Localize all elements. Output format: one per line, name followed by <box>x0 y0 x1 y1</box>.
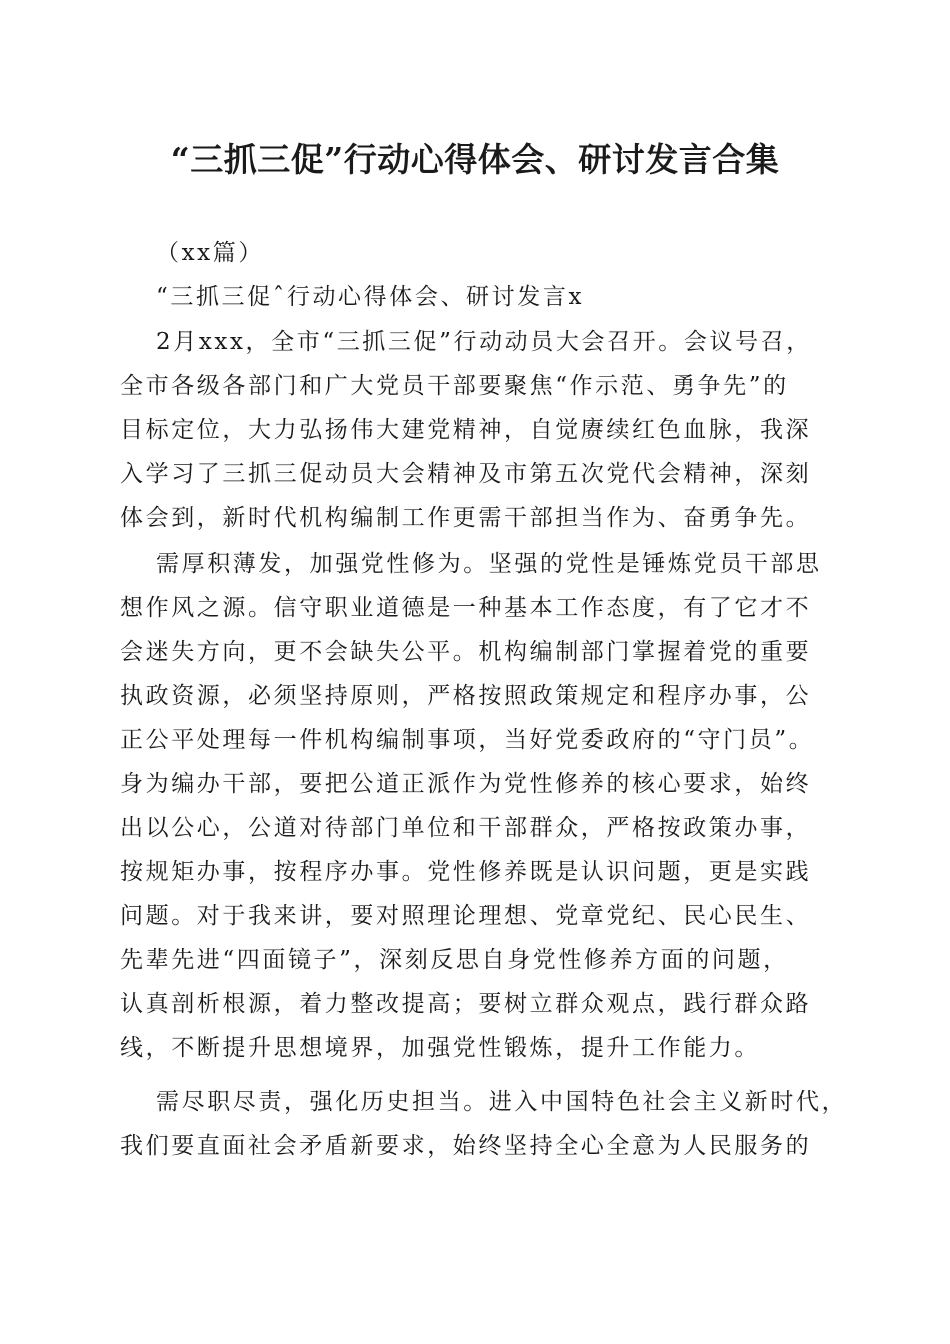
paragraph-line: 按规矩办事，按程序办事。党性修养既是认识问题，更是实践 <box>120 859 812 885</box>
article-count-note: （xx篇） <box>156 240 264 266</box>
paragraph-line: 正公平处理每一件机构编制事项，当好党委政府的“守门员”。 <box>120 727 815 753</box>
paragraph-line: 认真剖析根源，着力整改提高；要树立群众观点，践行群众路 <box>120 991 812 1017</box>
paragraph-line: 线，不断提升思想境界，加强党性锻炼，提升工作能力。 <box>120 1035 760 1061</box>
paragraph-line: 入学习了三抓三促动员大会精神及市第五次党代会精神，深刻 <box>120 461 812 487</box>
paragraph-line: 需尽职尽责，强化历史担当。进入中国特色社会主义新时代， <box>156 1089 848 1115</box>
paragraph-line: 先辈先进“四面镜子”，深刻反思自身党性修养方面的问题， <box>120 947 789 973</box>
paragraph-3 <box>120 1080 860 1168</box>
paragraph-line: 会迷失方向，更不会缺失公平。机构编制部门掌握着党的重要 <box>120 639 812 665</box>
paragraph-line: 想作风之源。信守职业道德是一种基本工作态度，有了它才不 <box>120 595 812 621</box>
paragraph-line: 我们要直面社会矛盾新要求，始终坚持全心全意为人民服务的 <box>120 1133 812 1159</box>
paragraph-1 <box>120 320 860 540</box>
paragraph-line: 出以公心，公道对待部门单位和干部群众，严格按政策办事， <box>120 815 812 841</box>
paragraph-line: 2月xxx，全市“三抓三促”行动动员大会召开。会议号召， <box>156 329 812 355</box>
paragraph-line: 身为编办干部，要把公道正派作为党性修养的核心要求，始终 <box>120 771 812 797</box>
article-subtitle: “三抓三促ˆ行动心得体会、研讨发言x <box>156 284 585 310</box>
document-title: “三抓三促”行动心得体会、研讨发言合集 <box>170 140 780 179</box>
paragraph-line: 需厚积薄发，加强党性修为。坚强的党性是锤炼党员干部思 <box>156 551 822 577</box>
paragraph-line: 体会到，新时代机构编制工作更需干部担当作为、奋勇争先。 <box>120 505 812 531</box>
paragraph-2 <box>120 542 860 1070</box>
paragraph-line: 全市各级各部门和广大党员干部要聚焦“作示范、勇争先”的 <box>120 373 789 399</box>
paragraph-line: 执政资源，必须坚持原则，严格按照政策规定和程序办事，公 <box>120 683 812 709</box>
paragraph-line: 问题。对于我来讲，要对照理论理想、党章党纪、民心民生、 <box>120 903 812 929</box>
paragraph-line: 目标定位，大力弘扬伟大建党精神，自觉赓续红色血脉，我深 <box>120 417 812 443</box>
